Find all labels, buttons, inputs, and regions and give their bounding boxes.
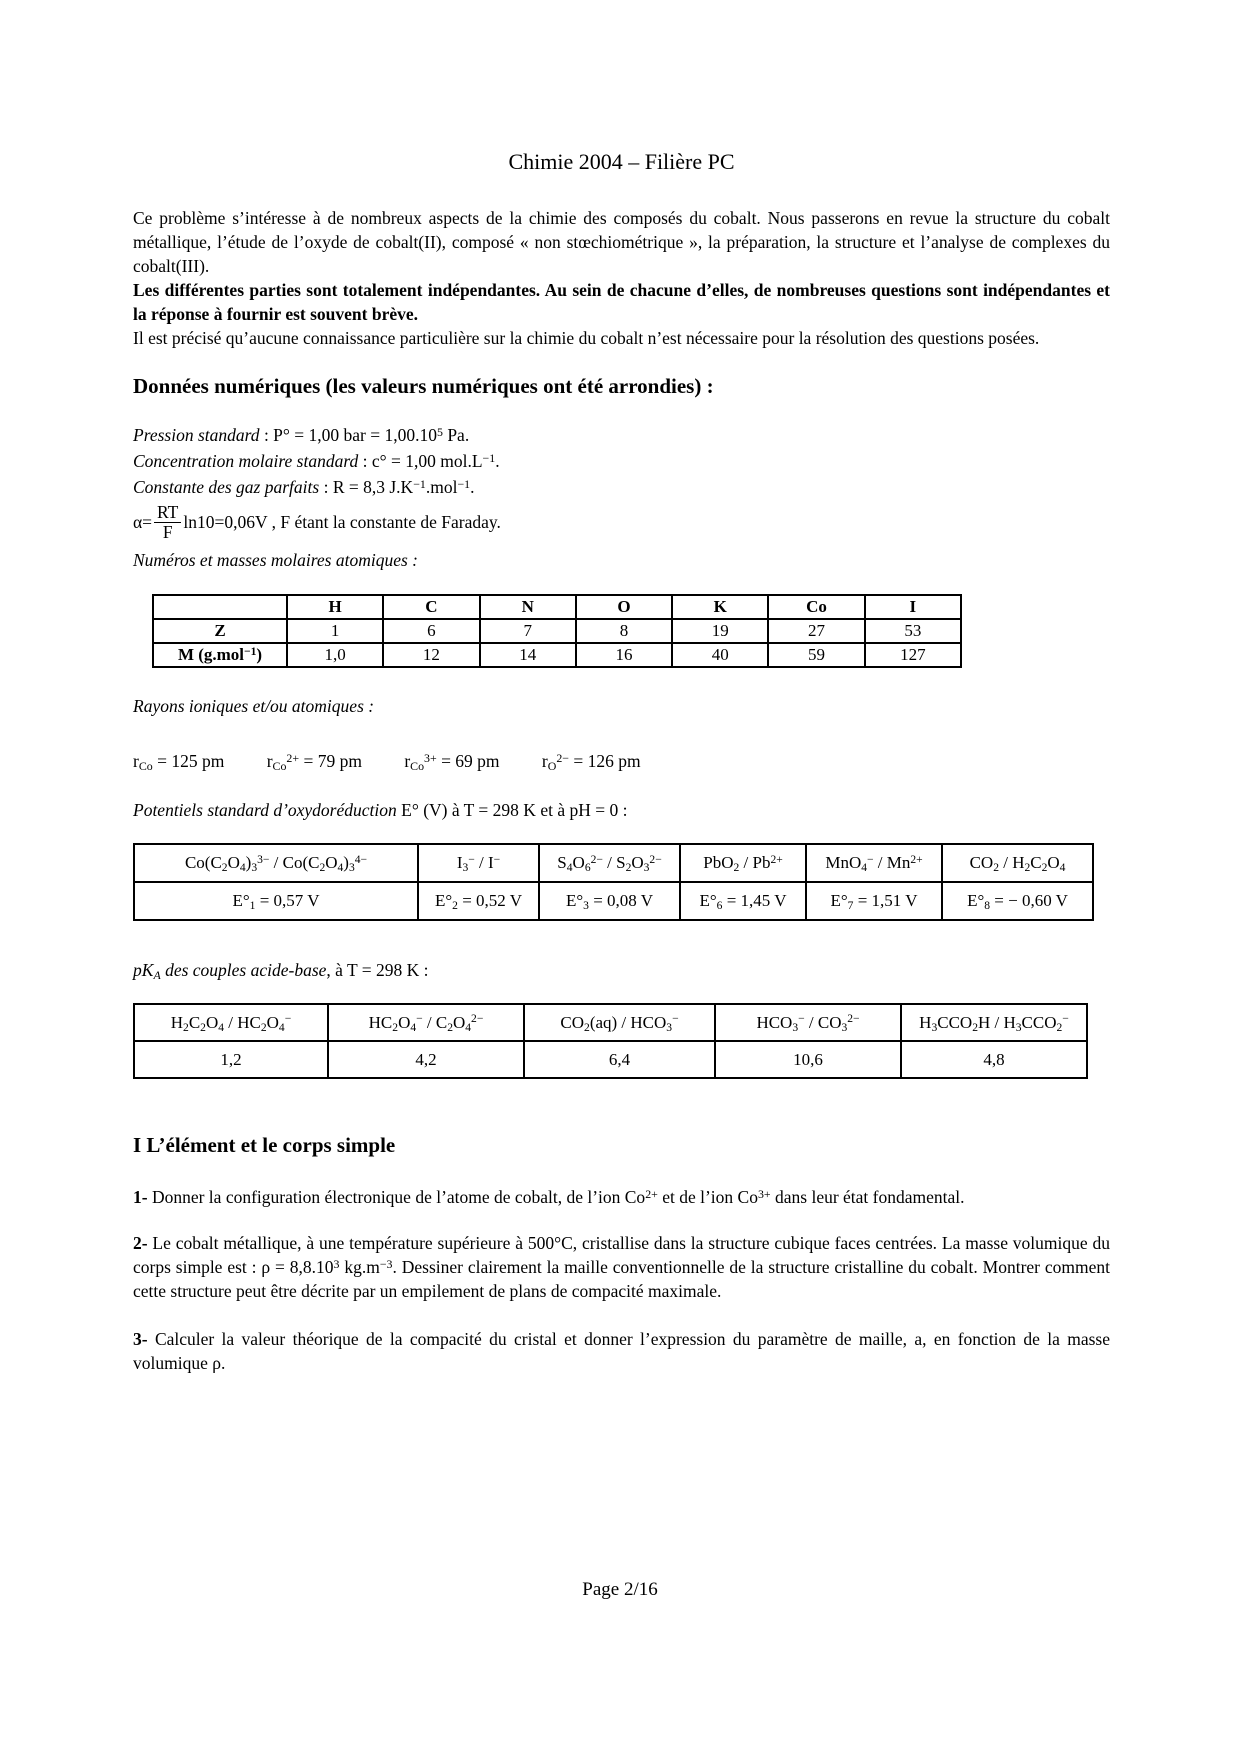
radius-value: $r_{Co}^{2+} = 79$ pm	[266, 750, 362, 774]
table-header-row	[153, 595, 961, 619]
redox-couple: $I_3^- / I^-$	[418, 844, 539, 882]
redox-potential: $E^\circ_3 = 0,08$ V	[539, 882, 680, 920]
gas-constant-line	[133, 474, 1110, 500]
table-row	[153, 643, 961, 667]
redox-couple: $MnO_4^- / Mn^{2+}$	[806, 844, 942, 882]
pka-label: $pK_A$ des couples acide-base, à T = 298 K :	[133, 960, 429, 983]
fraction	[154, 503, 181, 542]
pka-value: 4,2	[328, 1041, 524, 1078]
gas-constant-label: Constante des gaz parfaits	[133, 477, 320, 497]
redox-potentials-row	[134, 882, 1093, 920]
pka-value: 1,2	[134, 1041, 328, 1078]
page-footer: Page 2/16	[582, 1579, 658, 1600]
pka-couple: $HC_2O_4^- / C_2O_4^{2-}$	[328, 1004, 524, 1041]
element-header: H	[287, 595, 383, 619]
element-header: I	[865, 595, 961, 619]
fraction-numerator: RT	[154, 503, 181, 523]
alpha-formula	[133, 500, 1110, 544]
m-value: 59	[768, 643, 864, 667]
z-value: 53	[865, 619, 961, 643]
pka-couples-row	[134, 1004, 1087, 1041]
pressure-label: Pression standard	[133, 425, 260, 445]
z-value: 19	[672, 619, 768, 643]
element-header: Co	[768, 595, 864, 619]
m-value: 14	[480, 643, 576, 667]
redox-couple: $CO_2 / H_2C_2O_4$	[942, 844, 1093, 882]
element-header: O	[576, 595, 672, 619]
pka-values-row	[134, 1041, 1087, 1078]
row-label-m: M (g.mol$^{-1}$)	[153, 643, 287, 667]
ionic-radii-label: Rayons ioniques et/ou atomiques :	[133, 696, 375, 716]
question-3	[133, 1327, 1110, 1375]
page-title: Chimie 2004 – Filière PC	[508, 149, 735, 174]
concentration-value: : c° = 1,00 $mol.L^{-1}$.	[358, 450, 500, 471]
z-value: 7	[480, 619, 576, 643]
redox-label: Potentiels standard d’oxydoréduction E° (V) à T = 298 K et à pH = 0 :	[133, 800, 628, 820]
pressure-line	[133, 422, 1110, 448]
pka-value: 4,8	[901, 1041, 1087, 1078]
redox-potential: $E^\circ_8$ = − 0,60 V	[942, 882, 1093, 920]
numerical-data-heading: Données numériques (les valeurs numériques ont été arrondies) :	[133, 374, 714, 398]
m-value: 12	[383, 643, 479, 667]
section-heading: I L’élément et le corps simple	[133, 1133, 396, 1157]
radius-value: $r_{Co}^{3+} = 69$ pm	[404, 750, 500, 774]
page-content	[133, 0, 1110, 1375]
redox-couples-row	[134, 844, 1093, 882]
redox-potential: $E^\circ_6 = 1,45$ V	[680, 882, 806, 920]
question-text: Le cobalt métallique, à une température supérieure à 500°C, cristallise dans la structure cubique faces centrées. La masse volumique du corps simple est : $\rho = 8,8.10^3$ $kg.m^{-3}$. Dessiner clairement la maille conventionnelle de la structure cristalline du cobalt. Montrer comment cette structure peut être décrite par un empilement de plans de compacité maximale.	[133, 1233, 1111, 1301]
element-header: C	[383, 595, 479, 619]
z-value: 1	[287, 619, 383, 643]
ionic-radii-values	[133, 749, 1110, 773]
gas-constant-value: : R = 8,3 $J.K^{-1}.mol^{-1}$.	[319, 476, 475, 497]
z-value: 27	[768, 619, 864, 643]
m-value: 127	[865, 643, 961, 667]
table-row	[153, 619, 961, 643]
redox-table	[133, 843, 1094, 921]
pka-couple: $H_3CCO_2H / H_3CCO_2^-$	[901, 1004, 1087, 1041]
question-text: Calculer la valeur théorique de la compacité du cristal et donner l’expression du paramètre de maille, a, en fonction de la masse volumique ρ.	[133, 1329, 1110, 1373]
atomic-masses-label: Numéros et masses molaires atomiques :	[133, 550, 419, 570]
z-value: 8	[576, 619, 672, 643]
redox-couple: $PbO_2 / Pb^{2+}$	[680, 844, 806, 882]
redox-potential: $E^\circ_2 = 0,52$ V	[418, 882, 539, 920]
z-value: 6	[383, 619, 479, 643]
redox-couple: $Co(C_2O_4)_3^{3-} / Co(C_2O_4)_3^{4-}$	[134, 844, 418, 882]
pressure-value: : P° = 1,00 bar = $1,00.10^5$ Pa.	[259, 424, 470, 445]
fraction-denominator: F	[162, 522, 173, 542]
m-value: 40	[672, 643, 768, 667]
constants-block	[133, 422, 1110, 500]
element-header: K	[672, 595, 768, 619]
pka-value: 6,4	[524, 1041, 715, 1078]
pka-couple: $CO_2(aq) / HCO_3^-$	[524, 1004, 715, 1041]
independence-note: Les différentes parties sont totalement indépendantes. Au sein de chacune d’elles, de nombreuses questions sont indépendantes et la réponse à fournir est souvent brève.	[133, 280, 1110, 324]
question-2	[133, 1231, 1110, 1303]
radius-value: $r_O^{2-} = 126$ pm	[541, 750, 641, 774]
pka-couple: $H_2C_2O_4 / HC_2O_4^-$	[134, 1004, 328, 1041]
prerequisite-note: Il est précisé qu’aucune connaissance particulière sur la chimie du cobalt n’est nécessaire pour la résolution des questions posées.	[133, 328, 1040, 348]
pka-table	[133, 1003, 1088, 1079]
radius-value: $r_{Co} = 125$ pm	[133, 751, 225, 774]
pka-couple: $HCO_3^- / CO_3^{2-}$	[715, 1004, 901, 1041]
alpha-prefix: α=	[133, 511, 153, 532]
intro-paragraph: Ce problème s’intéresse à de nombreux aspects de la chimie des composés du cobalt. Nous passerons en revue la structure du cobalt métallique, l’étude de l’oxyde de cobalt(II), composé « non stœchiométrique », la préparation, la structure et l’analyse de complexes du cobalt(III).	[133, 208, 1110, 276]
pka-value: 10,6	[715, 1041, 901, 1078]
m-value: 16	[576, 643, 672, 667]
blank-cell	[153, 595, 287, 619]
redox-potential: $E^\circ_1 = 0,57$ V	[134, 882, 418, 920]
question-number: 3-	[133, 1329, 148, 1349]
m-value: 1,0	[287, 643, 383, 667]
question-number: 1-	[133, 1187, 148, 1207]
concentration-line	[133, 448, 1110, 474]
question-text: Donner la configuration électronique de l’atome de cobalt, de l’ion $Co^{2+}$ et de l’ion $Co^{3+}$ dans leur état fondamental.	[151, 1186, 965, 1207]
alpha-suffix: ln10=0,06V , F étant la constante de Faraday.	[183, 511, 501, 532]
redox-couple: $S_4O_6^{2-} / S_2O_3^{2-}$	[539, 844, 680, 882]
concentration-label: Concentration molaire standard	[133, 451, 359, 471]
question-1	[133, 1185, 1110, 1209]
redox-potential: $E^\circ_7 = 1,51$ V	[806, 882, 942, 920]
row-label-z: Z	[153, 619, 287, 643]
atomic-data-table	[152, 594, 962, 668]
question-number: 2-	[133, 1233, 148, 1253]
element-header: N	[480, 595, 576, 619]
